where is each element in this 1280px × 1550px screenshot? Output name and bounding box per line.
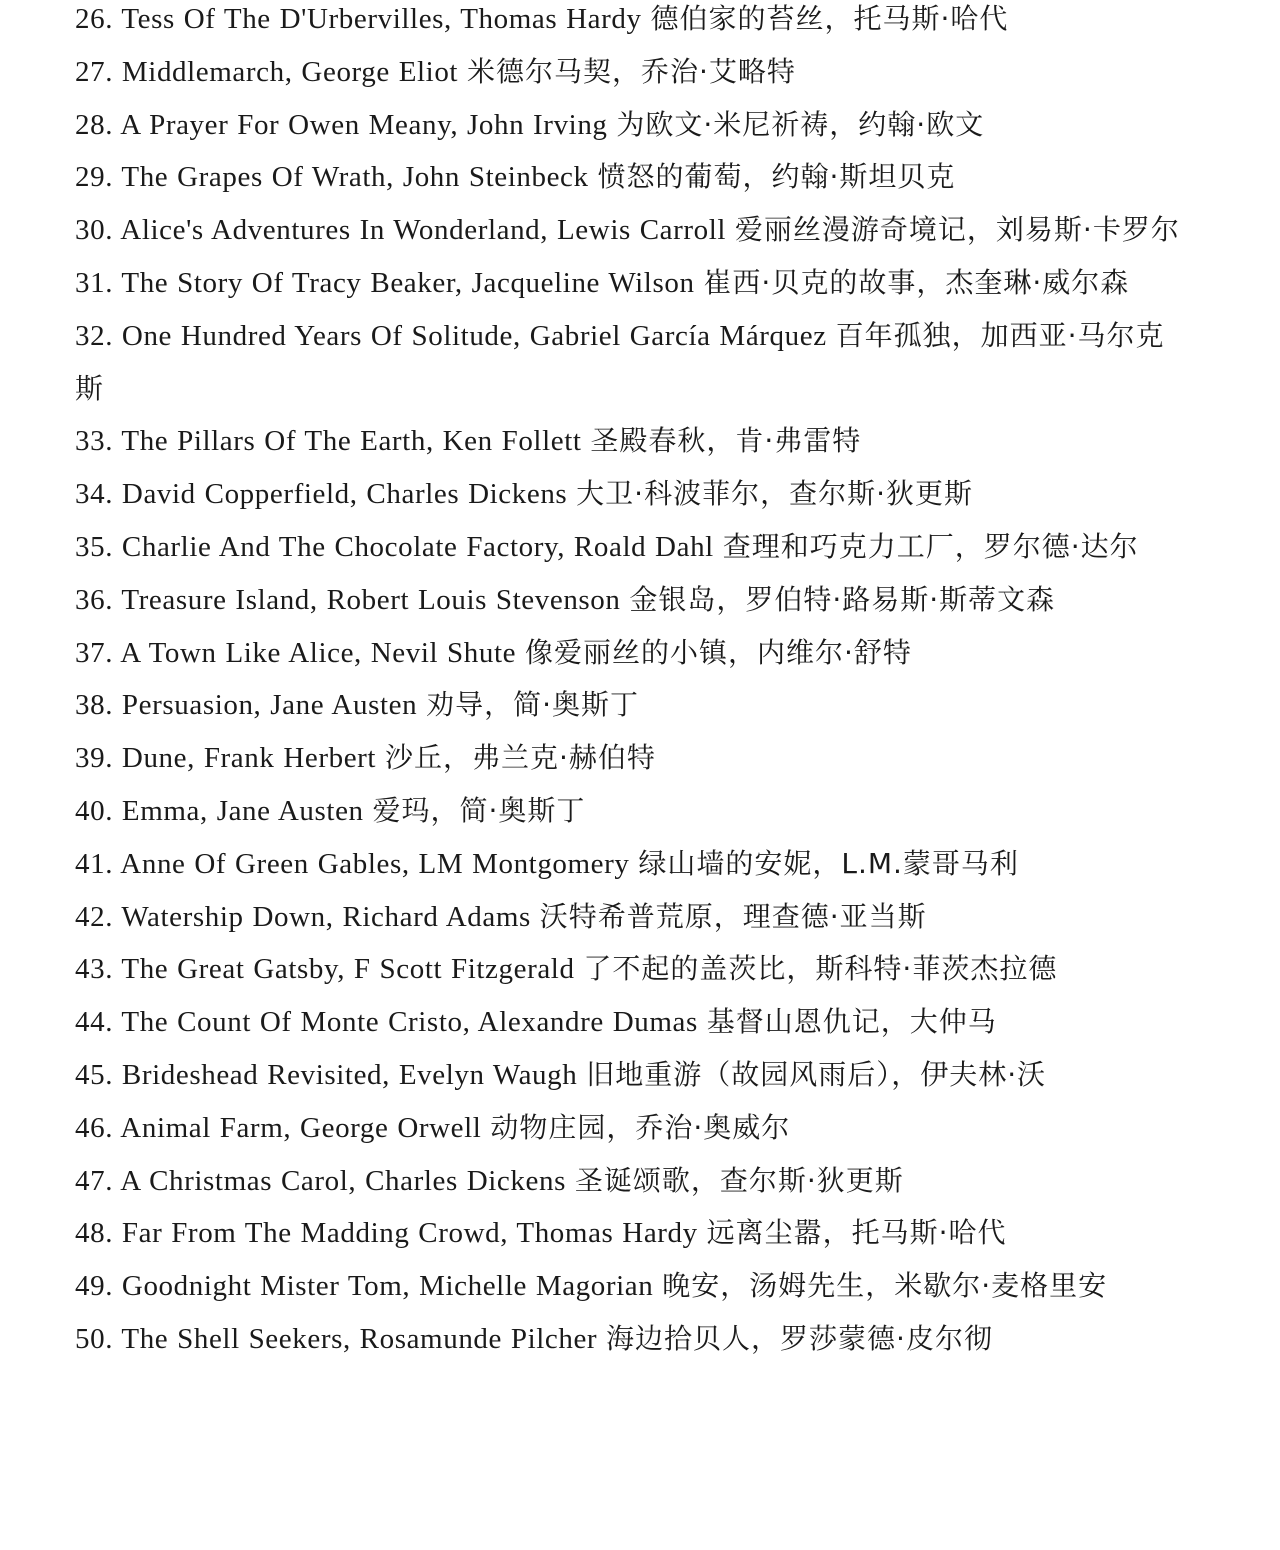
book-chinese: 金银岛，罗伯特·路易斯·斯蒂文森 xyxy=(629,582,1056,616)
book-entry-26 xyxy=(75,0,1185,46)
book-entry-38 xyxy=(75,679,1185,732)
book-english: 39. Dune, Frank Herbert xyxy=(75,742,377,775)
book-entry-27 xyxy=(75,46,1185,99)
book-entry-46 xyxy=(75,1102,1185,1155)
book-chinese: 圣殿春秋，肯·弗雷特 xyxy=(590,424,862,458)
book-chinese: 海边拾贝人，罗莎蒙德·皮尔彻 xyxy=(606,1321,993,1355)
book-entry-41 xyxy=(75,838,1185,891)
book-entry-40 xyxy=(75,785,1185,838)
book-english: 26. Tess Of The D'Urbervilles, Thomas Hardy xyxy=(75,3,642,35)
book-entry-47 xyxy=(75,1155,1185,1208)
book-chinese: 沙丘，弗兰克·赫伯特 xyxy=(384,741,656,775)
book-chinese: 爱玛，简·奥斯丁 xyxy=(372,793,586,827)
book-chinese: 像爱丽丝的小镇，内维尔·舒特 xyxy=(524,635,912,669)
book-entry-50 xyxy=(75,1313,1185,1366)
book-chinese: 爱丽丝漫游奇境记，刘易斯·卡罗尔 xyxy=(734,213,1180,247)
book-entry-37 xyxy=(75,627,1185,680)
book-chinese: 动物庄园，乔治·奥威尔 xyxy=(490,1110,791,1144)
book-english: 44. The Count Of Monte Cristo, Alexandre Dumas xyxy=(75,1006,698,1039)
book-chinese: 沃特希普荒原，理查德·亚当斯 xyxy=(539,899,927,933)
book-english: 40. Emma, Jane Austen xyxy=(75,794,364,827)
book-english: 45. Brideshead Revisited, Evelyn Waugh xyxy=(75,1058,578,1091)
book-english: 29. The Grapes Of Wrath, John Steinbeck xyxy=(75,161,589,194)
book-entry-48 xyxy=(75,1207,1185,1260)
book-chinese: 大卫·科波菲尔，查尔斯·狄更斯 xyxy=(576,477,973,511)
book-chinese: 晚安，汤姆先生，米歇尔·麦格里安 xyxy=(662,1269,1108,1303)
book-english: 47. A Christmas Carol, Charles Dickens xyxy=(75,1164,566,1197)
book-entry-49 xyxy=(75,1260,1185,1313)
book-chinese: 绿山墙的安妮，L.M.蒙哥马利 xyxy=(638,846,1019,880)
book-chinese: 德伯家的苔丝，托马斯·哈代 xyxy=(650,2,1009,35)
book-entry-39 xyxy=(75,732,1185,785)
book-chinese: 旧地重游（故园风雨后），伊夫林·沃 xyxy=(586,1057,1047,1091)
book-english: 34. David Copperfield, Charles Dickens xyxy=(75,478,568,511)
book-chinese: 圣诞颂歌，查尔斯·狄更斯 xyxy=(574,1163,904,1197)
book-chinese: 愤怒的葡萄，约翰·斯坦贝克 xyxy=(597,160,956,194)
book-english: 28. A Prayer For Owen Meany, John Irving xyxy=(75,108,608,141)
book-list xyxy=(75,0,1185,1366)
book-entry-35 xyxy=(75,521,1185,574)
book-chinese: 远离尘嚣，托马斯·哈代 xyxy=(706,1216,1007,1250)
book-english: 50. The Shell Seekers, Rosamunde Pilcher xyxy=(75,1322,598,1355)
book-chinese: 查理和巧克力工厂，罗尔德·达尔 xyxy=(722,529,1139,563)
book-english: 48. Far From The Madding Crowd, Thomas Hardy xyxy=(75,1217,698,1250)
book-english: 49. Goodnight Mister Tom, Michelle Magorian xyxy=(75,1270,654,1303)
book-entry-29 xyxy=(75,151,1185,204)
book-entry-34 xyxy=(75,468,1185,521)
book-entry-36 xyxy=(75,574,1185,627)
book-english: 31. The Story Of Tracy Beaker, Jacqueline Wilson xyxy=(75,266,695,299)
book-entry-43 xyxy=(75,943,1185,996)
book-chinese: 百年孤独，加西亚·马尔克斯 xyxy=(75,318,1165,405)
book-english: 27. Middlemarch, George Eliot xyxy=(75,55,459,88)
book-entry-44 xyxy=(75,996,1185,1049)
book-english: 42. Watership Down, Richard Adams xyxy=(75,900,531,933)
book-entry-31 xyxy=(75,257,1185,310)
book-chinese: 崔西·贝克的故事，杰奎琳·威尔森 xyxy=(703,265,1130,299)
book-chinese: 米德尔马契，乔治·艾略特 xyxy=(466,54,796,88)
book-english: 32. One Hundred Years Of Solitude, Gabriel García Márquez xyxy=(75,319,827,352)
book-english: 41. Anne Of Green Gables, LM Montgomery xyxy=(75,847,630,880)
book-chinese: 劝导，简·奥斯丁 xyxy=(426,688,639,722)
book-entry-33 xyxy=(75,415,1185,468)
book-english: 37. A Town Like Alice, Nevil Shute xyxy=(75,636,517,669)
book-entry-42 xyxy=(75,891,1185,944)
book-english: 38. Persuasion, Jane Austen xyxy=(75,689,418,722)
book-chinese: 了不起的盖茨比，斯科特·菲茨杰拉德 xyxy=(583,952,1058,986)
book-entry-45 xyxy=(75,1049,1185,1102)
book-english: 36. Treasure Island, Robert Louis Stevenson xyxy=(75,583,621,616)
book-english: 30. Alice's Adventures In Wonderland, Lewis Carroll xyxy=(75,214,727,247)
book-chinese: 为欧文·米尼祈祷，约翰·欧文 xyxy=(616,107,985,141)
book-entry-30 xyxy=(75,204,1185,257)
book-english: 33. The Pillars Of The Earth, Ken Follett xyxy=(75,425,582,458)
book-english: 43. The Great Gatsby, F Scott Fitzgerald xyxy=(75,953,575,986)
book-entry-32 xyxy=(75,310,1185,416)
book-english: 46. Animal Farm, George Orwell xyxy=(75,1111,482,1144)
book-entry-28 xyxy=(75,99,1185,152)
book-chinese: 基督山恩仇记，大仲马 xyxy=(706,1005,997,1039)
book-english: 35. Charlie And The Chocolate Factory, Roald Dahl xyxy=(75,530,714,563)
